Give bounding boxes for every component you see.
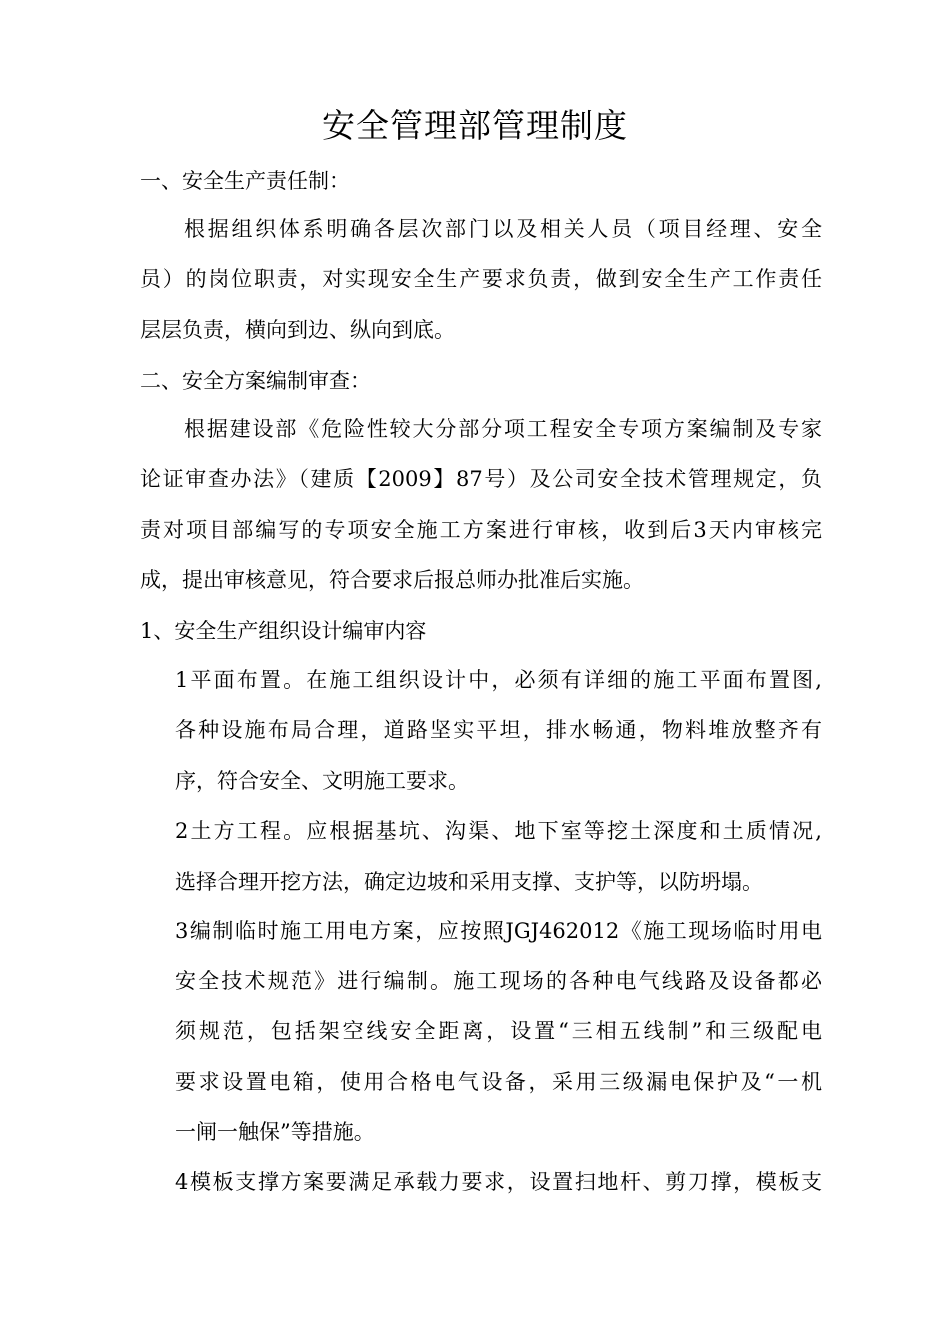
paragraph-line: 员）的岗位职责，对实现安全生产要求负责，做到安全生产工作责任: [140, 267, 822, 291]
paragraph-line: 成，提出审核意见，符合要求后报总师办批准后实施。: [140, 568, 644, 592]
list-item-line: 须规范，包括架空线安全距离，设置“三相五线制”和三级配电: [175, 1019, 822, 1043]
list-item-line: 一闸一触保”等措施。: [175, 1120, 375, 1144]
paragraph-line: 根据组织体系明确各层次部门以及相关人员（项目经理、安全: [184, 217, 822, 241]
subsection-heading: 1、安全生产组织设计编审内容: [140, 619, 427, 643]
list-item-line: 3编制临时施工用电方案，应按照JGJ462012《施工现场临时用电: [175, 919, 822, 943]
paragraph-line: 责对项目部编写的专项安全施工方案进行审核，收到后3天内审核完: [140, 518, 822, 542]
list-item-line: 各种设施布局合理，道路坚实平坦，排水畅通，物料堆放整齐有: [175, 718, 822, 742]
section-heading-2: 二、安全方案编制审查：: [140, 369, 371, 393]
list-item-line: 1平面布置。在施工组织设计中，必须有详细的施工平面布置图,: [175, 668, 822, 692]
list-item-line: 选择合理开挖方法，确定边坡和采用支撑、支护等，以防坍塌。: [175, 870, 763, 894]
paragraph-line: 根据建设部《危险性较大分部分项工程安全专项方案编制及专家: [184, 417, 822, 441]
paragraph-line: 层层负责，横向到边、纵向到底。: [140, 318, 455, 342]
paragraph-line: 论证审查办法》（建质【2009】87号）及公司安全技术管理规定，负: [140, 467, 822, 491]
list-item-line: 安全技术规范》进行编制。施工现场的各种电气线路及设备都必: [175, 969, 822, 993]
list-item-line: 序，符合安全、文明施工要求。: [175, 769, 469, 793]
section-heading-1: 一、安全生产责任制：: [140, 169, 350, 193]
list-item-line: 4模板支撑方案要满足承载力要求，设置扫地杆、剪刀撑，模板支: [175, 1170, 822, 1194]
page-title: 安全管理部管理制度: [322, 106, 628, 145]
list-item-line: 要求设置电箱，使用合格电气设备，采用三级漏电保护及“一机: [175, 1070, 822, 1094]
list-item-line: 2土方工程。应根据基坑、沟渠、地下室等挖土深度和土质情况,: [175, 819, 822, 843]
